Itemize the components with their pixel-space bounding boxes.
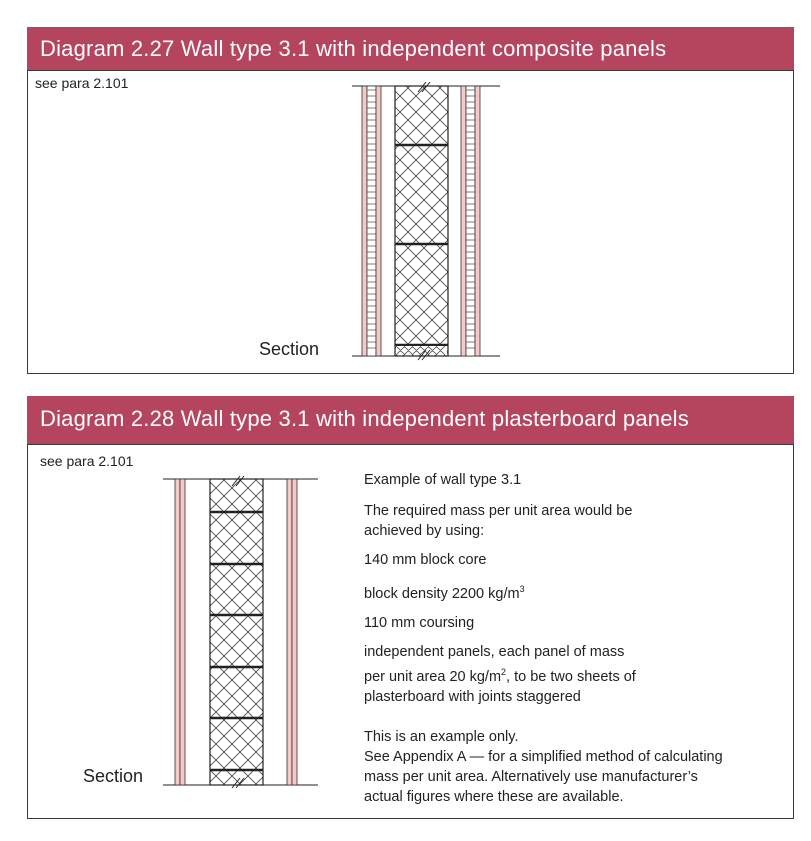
notes-block-core: 140 mm block core — [364, 552, 487, 568]
right-composite-panel — [461, 86, 480, 356]
notes-intro-line-2: achieved by using: — [364, 523, 485, 539]
notes-panels-line-1: independent panels, each panel of mass — [364, 643, 625, 660]
diagram-2-28-reference: see para 2.101 — [40, 453, 134, 469]
right-plasterboard-panel — [287, 479, 297, 785]
left-composite-panel — [362, 86, 381, 356]
notes-appendix-line-2: mass per unit area. Alternatively use manufacturer’s — [364, 768, 698, 785]
notes-panels-suffix: , to be two sheets of — [506, 668, 636, 685]
notes-panels-line-3: plasterboard with joints staggered — [364, 688, 581, 705]
left-plasterboard-panel — [175, 479, 185, 785]
diagram-2-27-title: Diagram 2.27 Wall type 3.1 with independent composite panels — [40, 36, 667, 61]
diagram-2-28-title: Diagram 2.28 Wall type 3.1 with independent plasterboard panels — [40, 406, 689, 431]
notes-example-only: This is an example only. — [364, 728, 519, 745]
wall-2-27 — [352, 82, 500, 360]
notes-panels-mass-text: per unit area 20 kg/m — [364, 668, 502, 685]
notes-density-sup: 3 — [519, 584, 525, 594]
block-core-2-27 — [395, 82, 448, 360]
diagram-2-27-section-label: Section — [259, 339, 320, 359]
notes-intro-line-1: The required mass per unit area would be — [364, 503, 633, 519]
wall-2-28 — [163, 476, 318, 788]
notes-appendix-line-3: actual figures where these are available. — [364, 788, 624, 805]
notes-density-text: block density 2200 kg/m — [364, 585, 520, 602]
notes-coursing: 110 mm coursing — [364, 614, 475, 631]
diagram-2-27-reference: see para 2.101 — [35, 75, 129, 91]
diagram-2-28-section-label: Section — [83, 766, 144, 786]
notes-heading: Example of wall type 3.1 — [364, 472, 522, 488]
notes-appendix-line-1: See Appendix A — for a simplified method of calculating — [364, 748, 723, 765]
notes-panels-sup: 2 — [501, 666, 507, 677]
block-core-2-28 — [210, 476, 263, 788]
